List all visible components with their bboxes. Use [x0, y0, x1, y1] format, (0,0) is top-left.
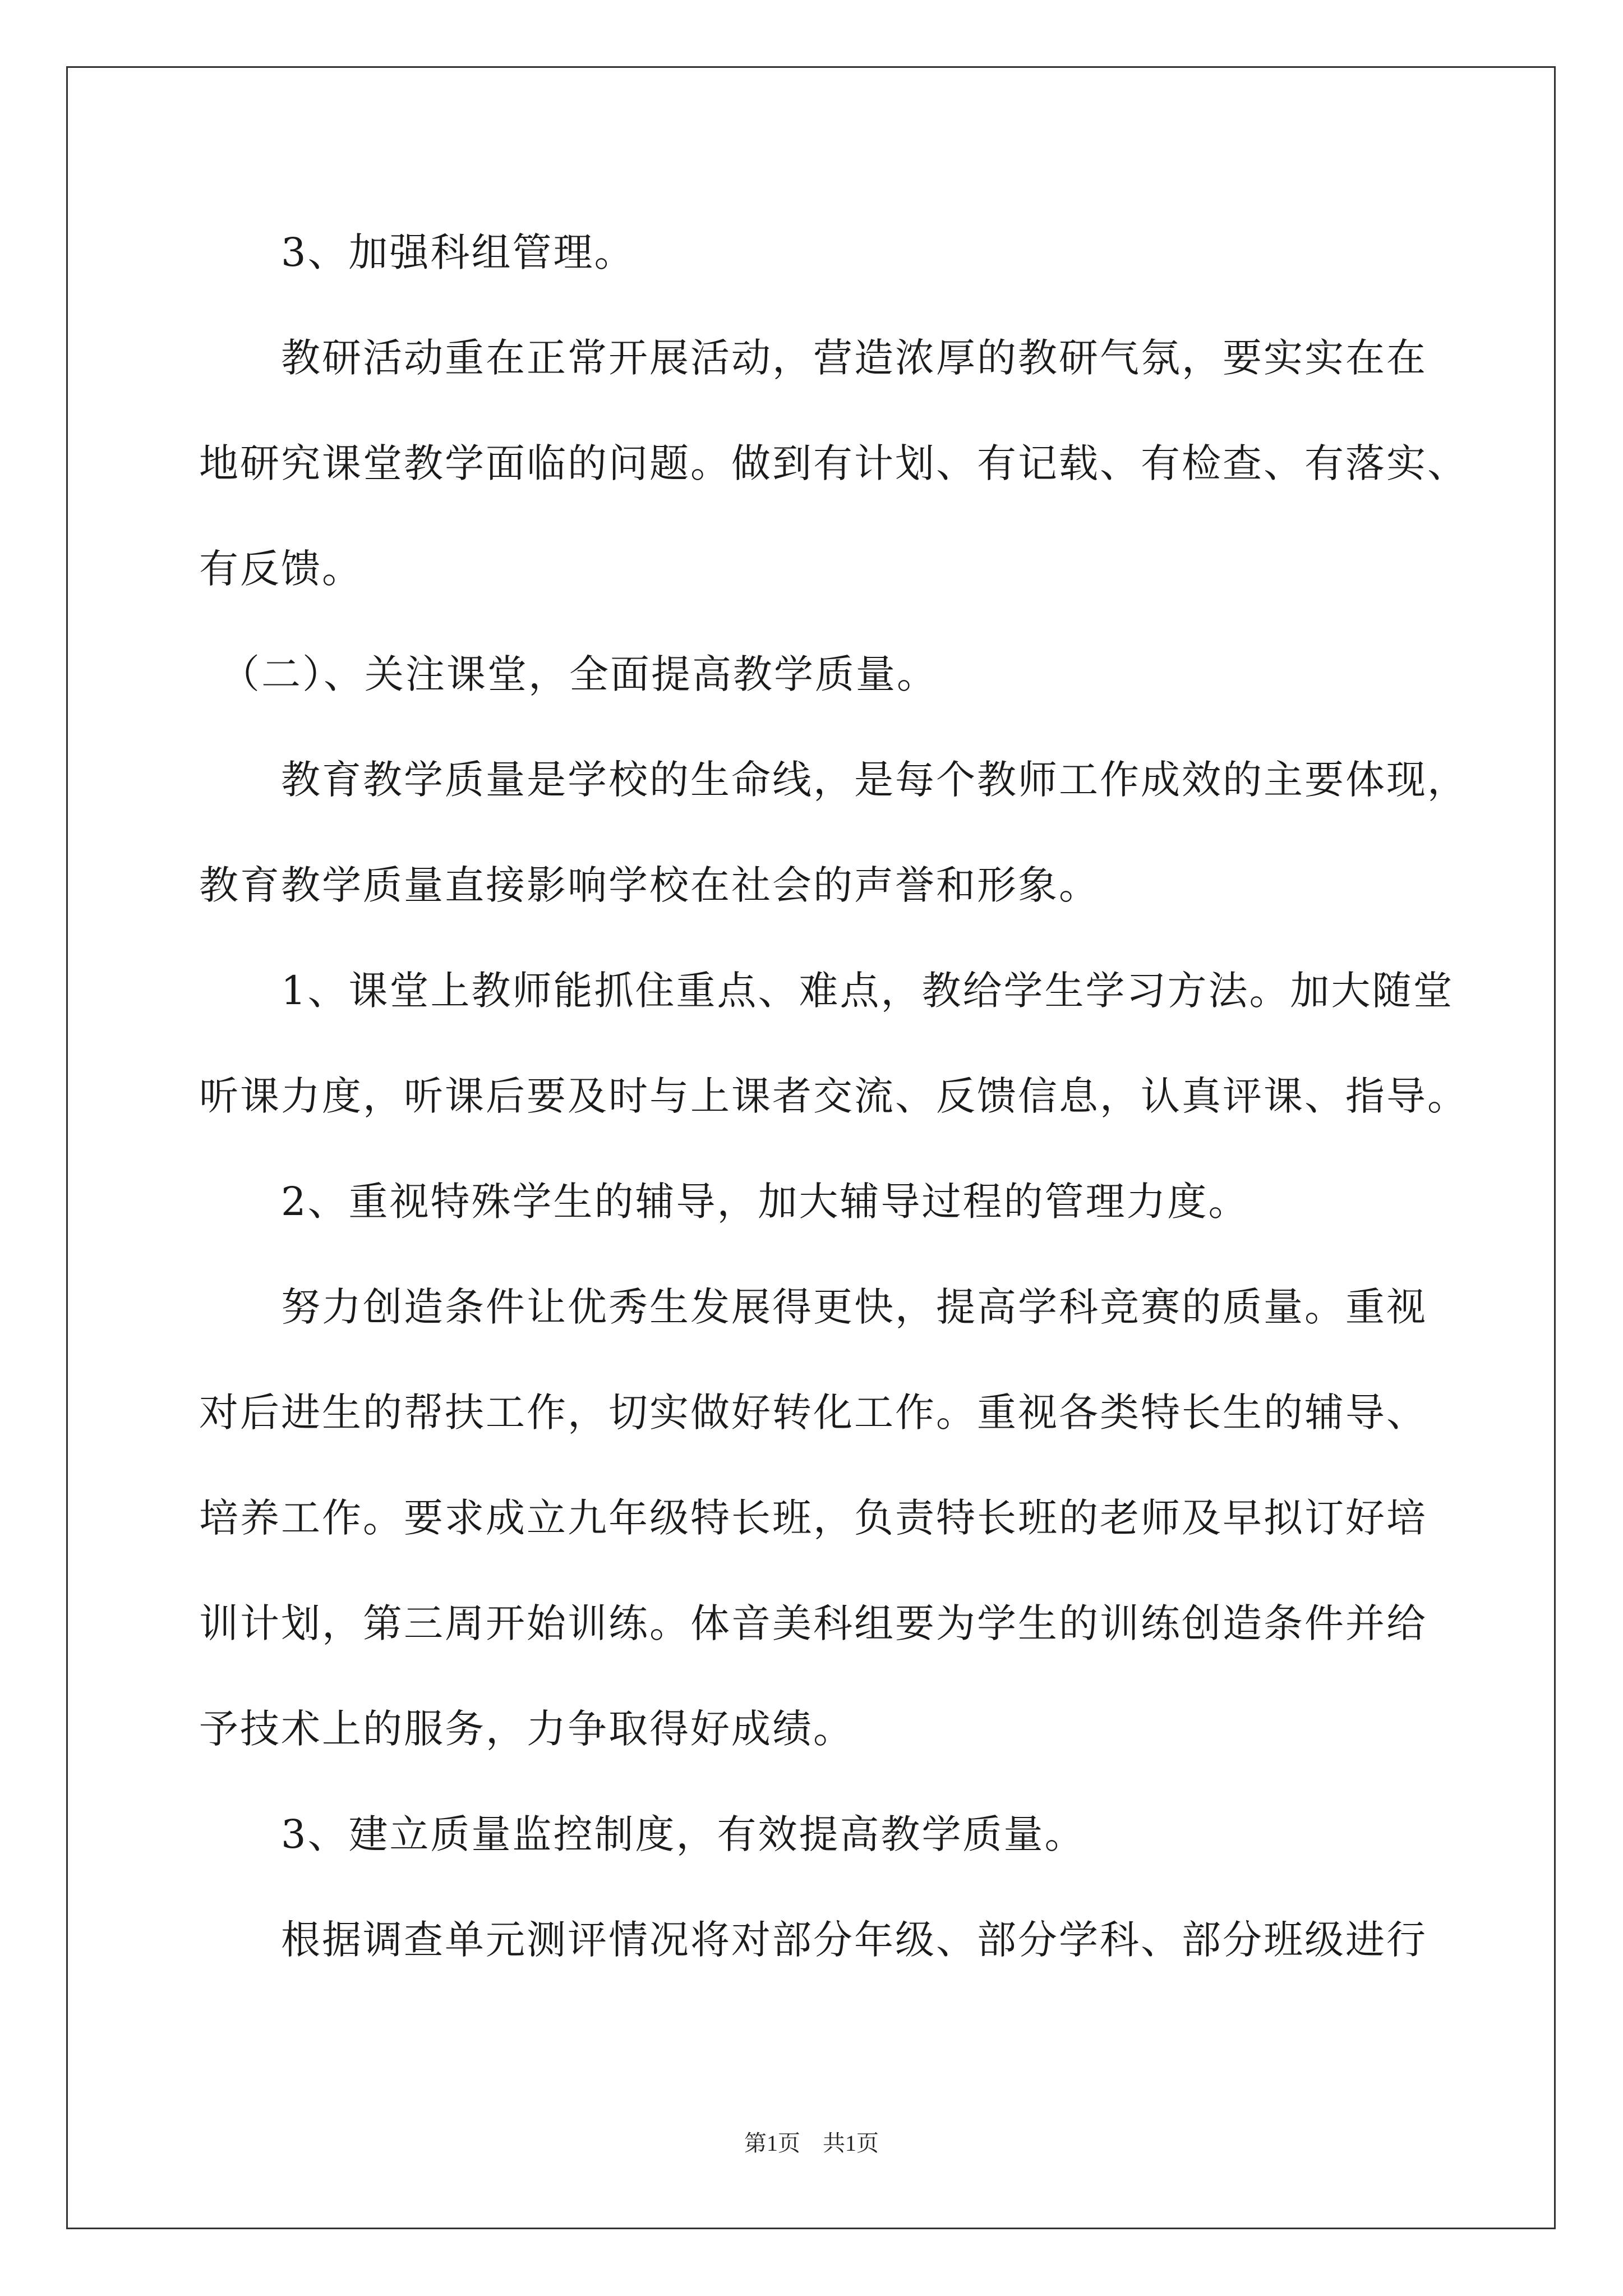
text-line: 3、建立质量监控制度，有效提高教学质量。 — [199, 1811, 1086, 1857]
text-line: 3、加强科组管理。 — [199, 229, 635, 275]
text-line: 1、课堂上教师能抓住重点、难点，教给学生学习方法。加大随堂 — [199, 968, 1454, 1014]
page-border — [66, 66, 1556, 2229]
text-line: 教育教学质量是学校的生命线，是每个教师工作成效的主要体现， — [199, 757, 1468, 803]
text-line: （二）、关注课堂，全面提高教学质量。 — [199, 651, 938, 697]
text-line: 培养工作。要求成立九年级特长班，负责特长班的老师及早拟订好培 — [199, 1495, 1427, 1541]
text-line: 训计划，第三周开始训练。体音美科组要为学生的训练创造条件并给 — [199, 1600, 1427, 1646]
text-line: 2、重视特殊学生的辅导，加大辅导过程的管理力度。 — [199, 1179, 1249, 1225]
text-line: 根据调查单元测评情况将对部分年级、部分学科、部分班级进行 — [199, 1917, 1427, 1963]
text-line: 听课力度，听课后要及时与上课者交流、反馈信息，认真评课、指导。 — [199, 1073, 1468, 1119]
text-line: 对后进生的帮扶工作，切实做好转化工作。重视各类特长生的辅导、 — [199, 1389, 1427, 1435]
text-line: 教育教学质量直接影响学校在社会的声誉和形象。 — [199, 862, 1100, 908]
text-line: 有反馈。 — [199, 546, 363, 592]
text-line: 教研活动重在正常开展活动，营造浓厚的教研气氛，要实实在在 — [199, 335, 1427, 381]
text-line: 努力创造条件让优秀生发展得更快，提高学科竞赛的质量。重视 — [199, 1284, 1427, 1330]
text-line: 地研究课堂教学面临的问题。做到有计划、有记载、有检查、有落实、 — [199, 440, 1468, 486]
page-footer: 第1页 共1页 — [744, 2131, 879, 2156]
text-line: 予技术上的服务，力争取得好成绩。 — [199, 1706, 854, 1752]
